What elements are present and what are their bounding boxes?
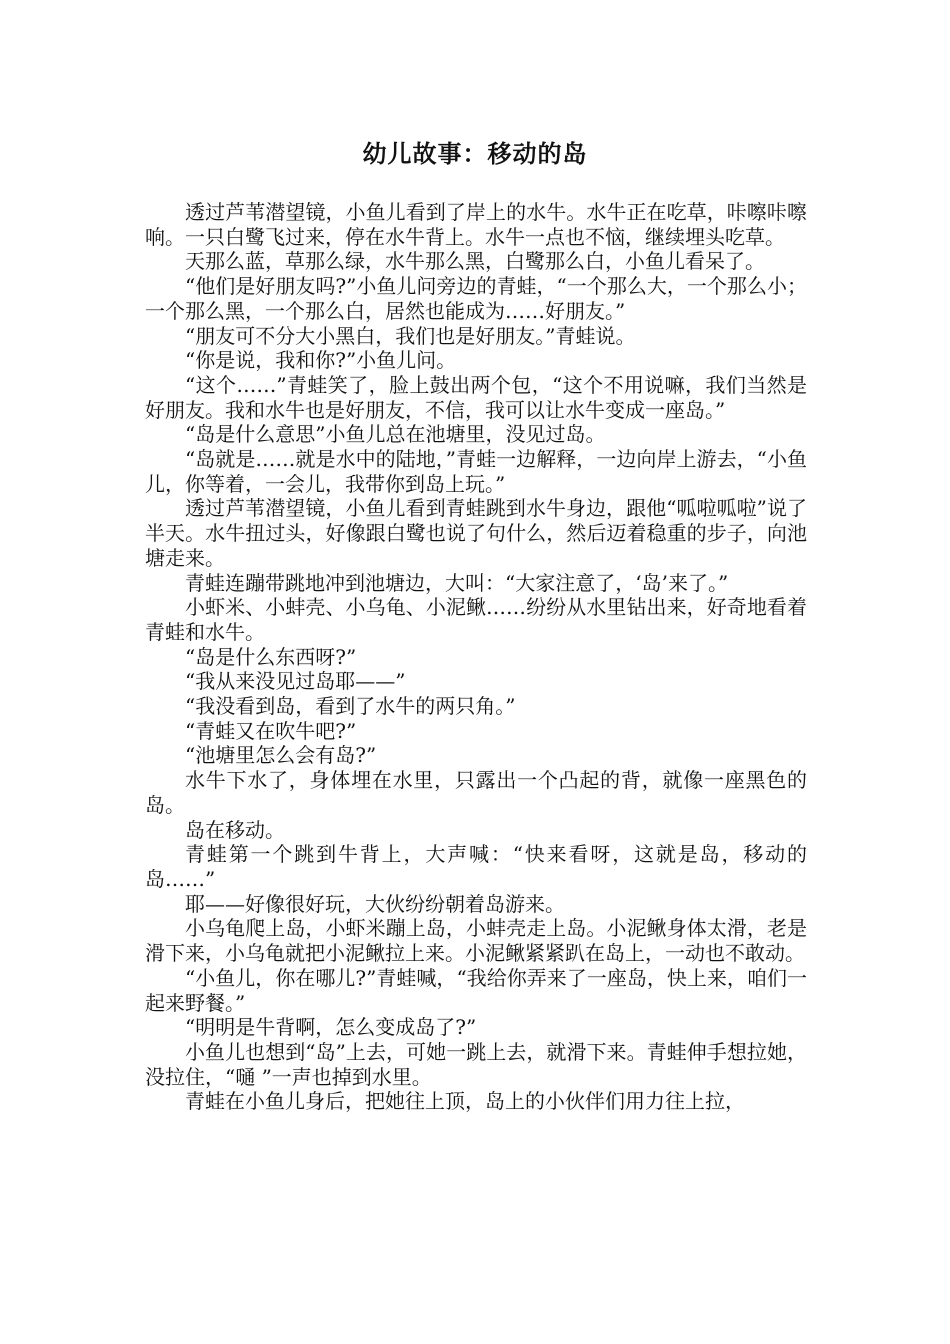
- story-body: [145, 200, 807, 1114]
- paragraph: “池塘里怎么会有岛?”: [185, 743, 377, 768]
- paragraph: 天那么蓝，草那么绿，水牛那么黑，白鹭那么白，小鱼儿看呆了。: [185, 249, 765, 274]
- paragraph: 岛在移动。: [185, 817, 285, 842]
- document-title: 幼儿故事：移动的岛: [362, 139, 588, 168]
- paragraph: “岛就是……就是水中的陆地，”青蛙一边解释，一边向岸上游去，“小鱼儿，你等着，一会儿，我带你到岛上玩。”: [145, 447, 807, 496]
- paragraph: “明明是牛背啊，怎么变成岛了?”: [185, 1015, 477, 1040]
- paragraph: “我从来没见过岛耶——”: [185, 669, 406, 694]
- paragraph: 青蛙在小鱼儿身后，把她往上顶，岛上的小伙伴们用力往上拉，: [185, 1089, 745, 1114]
- paragraph: “岛是什么意思”小鱼儿总在池塘里，没见过岛。: [185, 422, 606, 447]
- paragraph: 青蛙第一个跳到牛背上，大声喊：“快来看呀，这就是岛，移动的岛……”: [145, 842, 807, 891]
- paragraph: “这个……”青蛙笑了，脸上鼓出两个包，“这个不用说嘛，我们当然是好朋友。我和水牛也是好朋友，不信，我可以让水牛变成一座岛。”: [145, 372, 807, 422]
- paragraph: 小虾米、小蚌壳、小乌龟、小泥鳅……纷纷从水里钻出来，好奇地看着青蛙和水牛。: [145, 595, 807, 644]
- paragraph: 小乌龟爬上岛，小虾米蹦上岛，小蚌壳走上岛。小泥鳅身体太滑，老是滑下来，小乌龟就把小泥鳅拉上来。小泥鳅紧紧趴在岛上，一动也不敢动。: [145, 916, 807, 966]
- paragraph: “小鱼儿，你在哪儿?”青蛙喊，“我给你弄来了一座岛，快上来，咱们一起来野餐。”: [145, 965, 807, 1015]
- paragraph: “我没看到岛，看到了水牛的两只角。”: [185, 694, 516, 719]
- paragraph: 透过芦苇潜望镜，小鱼儿看到青蛙跳到水牛身边，跟他“呱啦呱啦”说了半天。水牛扭过头，好像跟白鹭也说了句什么，然后迈着稳重的步子，向池塘走来。: [145, 496, 807, 570]
- paragraph: “岛是什么东西呀?”: [185, 644, 357, 669]
- paragraph: “你是说，我和你?”小鱼儿问。: [185, 348, 457, 373]
- paragraph: 透过芦苇潜望镜，小鱼儿看到了岸上的水牛。水牛正在吃草，咔嚓咔嚓响。一只白鹭飞过来，停在水牛背上。水牛一点也不恼，继续埋头吃草。: [145, 200, 807, 249]
- paragraph: “青蛙又在吹牛吧?”: [185, 718, 357, 743]
- paragraph: “朋友可不分大小黑白，我们也是好朋友。”青蛙说。: [185, 323, 636, 348]
- paragraph: 青蛙连蹦带跳地冲到池塘边，大叫：“大家注意了，‘岛’来了。”: [185, 570, 729, 595]
- paragraph: 小鱼儿也想到“岛”上去，可她一跳上去，就滑下来。青蛙伸手想拉她，没拉住，“嗵 ”一声也掉到水里。: [145, 1039, 807, 1089]
- paragraph: 水牛下水了，身体埋在水里，只露出一个凸起的背，就像一座黑色的岛。: [145, 768, 807, 817]
- paragraph: “他们是好朋友吗?”小鱼儿问旁边的青蛙，“一个那么大，一个那么小；一个那么黑，一个那么白，居然也能成为……好朋友。”: [145, 274, 807, 323]
- paragraph: 耶——好像很好玩，大伙纷纷朝着岛游来。: [185, 891, 565, 916]
